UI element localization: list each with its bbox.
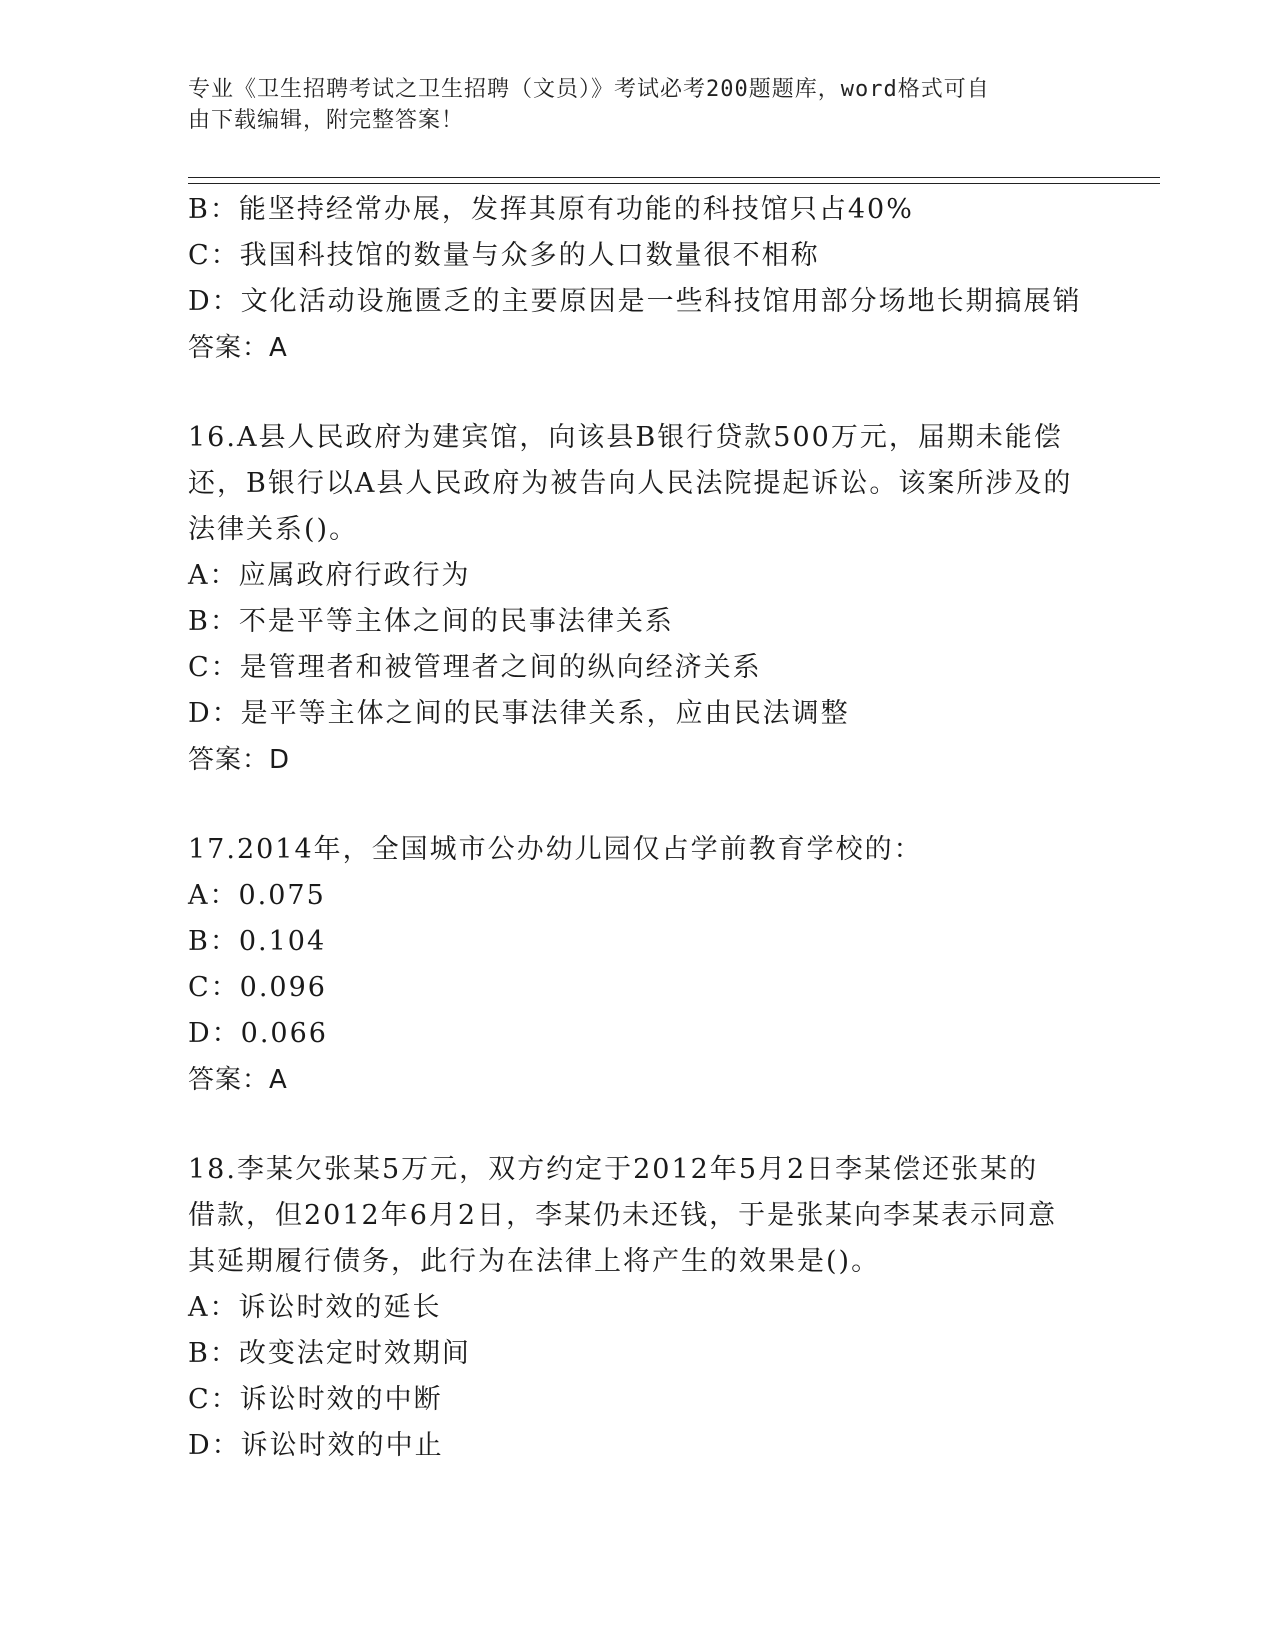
q18-option-c: C：诉讼时效的中断: [188, 1384, 443, 1415]
q17-answer: 答案：A: [188, 1065, 288, 1095]
q16-answer: 答案：D: [188, 745, 291, 775]
question-17: [188, 827, 1088, 1103]
q16-option-b: B：不是平等主体之间的民事法律关系: [188, 606, 674, 637]
q17-stem-line-1: 17.2014年，全国城市公办幼儿园仅占学前教育学校的：: [188, 834, 923, 865]
question-18: [188, 1147, 1088, 1469]
spacer: [188, 1103, 1088, 1147]
q16-option-a: A：应属政府行政行为: [188, 560, 471, 591]
q16-option-d: D：是平等主体之间的民事法律关系，应由民法调整: [188, 698, 850, 729]
header-line-2: 由下载编辑，附完整答案！: [188, 108, 465, 133]
q16-stem-line-3: 法律关系()。: [188, 514, 359, 545]
header-line-1: 专业《卫生招聘考试之卫生招聘（文员）》考试必考200题题库，word格式可自: [188, 77, 990, 102]
q17-option-a: A：0.075: [188, 880, 326, 911]
question-15: [188, 187, 1088, 371]
spacer: [188, 371, 1088, 415]
q16-stem-line-2: 还，B银行以A县人民政府为被告向人民法院提起诉讼。该案所涉及的: [188, 468, 1073, 499]
q17-option-b: B：0.104: [188, 926, 327, 957]
document-header: [188, 74, 1088, 136]
q16-stem-line-1: 16.A县人民政府为建宾馆，向该县B银行贷款500万元，届期未能偿: [188, 422, 1063, 453]
q18-option-d: D：诉讼时效的中止: [188, 1430, 444, 1461]
q18-stem-line-3: 其延期履行债务，此行为在法律上将产生的效果是()。: [188, 1246, 881, 1277]
header-divider-bottom: [188, 183, 1160, 184]
question-content: [188, 187, 1088, 1469]
spacer: [188, 783, 1088, 827]
q16-option-c: C：是管理者和被管理者之间的纵向经济关系: [188, 652, 762, 683]
q18-option-a: A：诉讼时效的延长: [188, 1292, 442, 1323]
question-16: [188, 415, 1088, 783]
q17-option-c: C：0.096: [188, 972, 327, 1003]
q18-stem-line-2: 借款，但2012年6月2日，李某仍未还钱，于是张某向李某表示同意: [188, 1200, 1058, 1231]
q17-option-d: D：0.066: [188, 1018, 328, 1049]
q18-stem-line-1: 18.李某欠张某5万元，双方约定于2012年5月2日李某偿还张某的: [188, 1154, 1039, 1185]
q15-option-b: B：能坚持经常办展，发挥其原有功能的科技馆只占40%: [188, 194, 914, 225]
header-divider-top: [188, 177, 1160, 178]
q15-option-d: D：文化活动设施匮乏的主要原因是一些科技馆用部分场地长期搞展销: [188, 286, 1082, 317]
q15-answer: 答案：A: [188, 333, 288, 363]
q18-option-b: B：改变法定时效期间: [188, 1338, 471, 1369]
q15-option-c: C：我国科技馆的数量与众多的人口数量很不相称: [188, 240, 820, 271]
